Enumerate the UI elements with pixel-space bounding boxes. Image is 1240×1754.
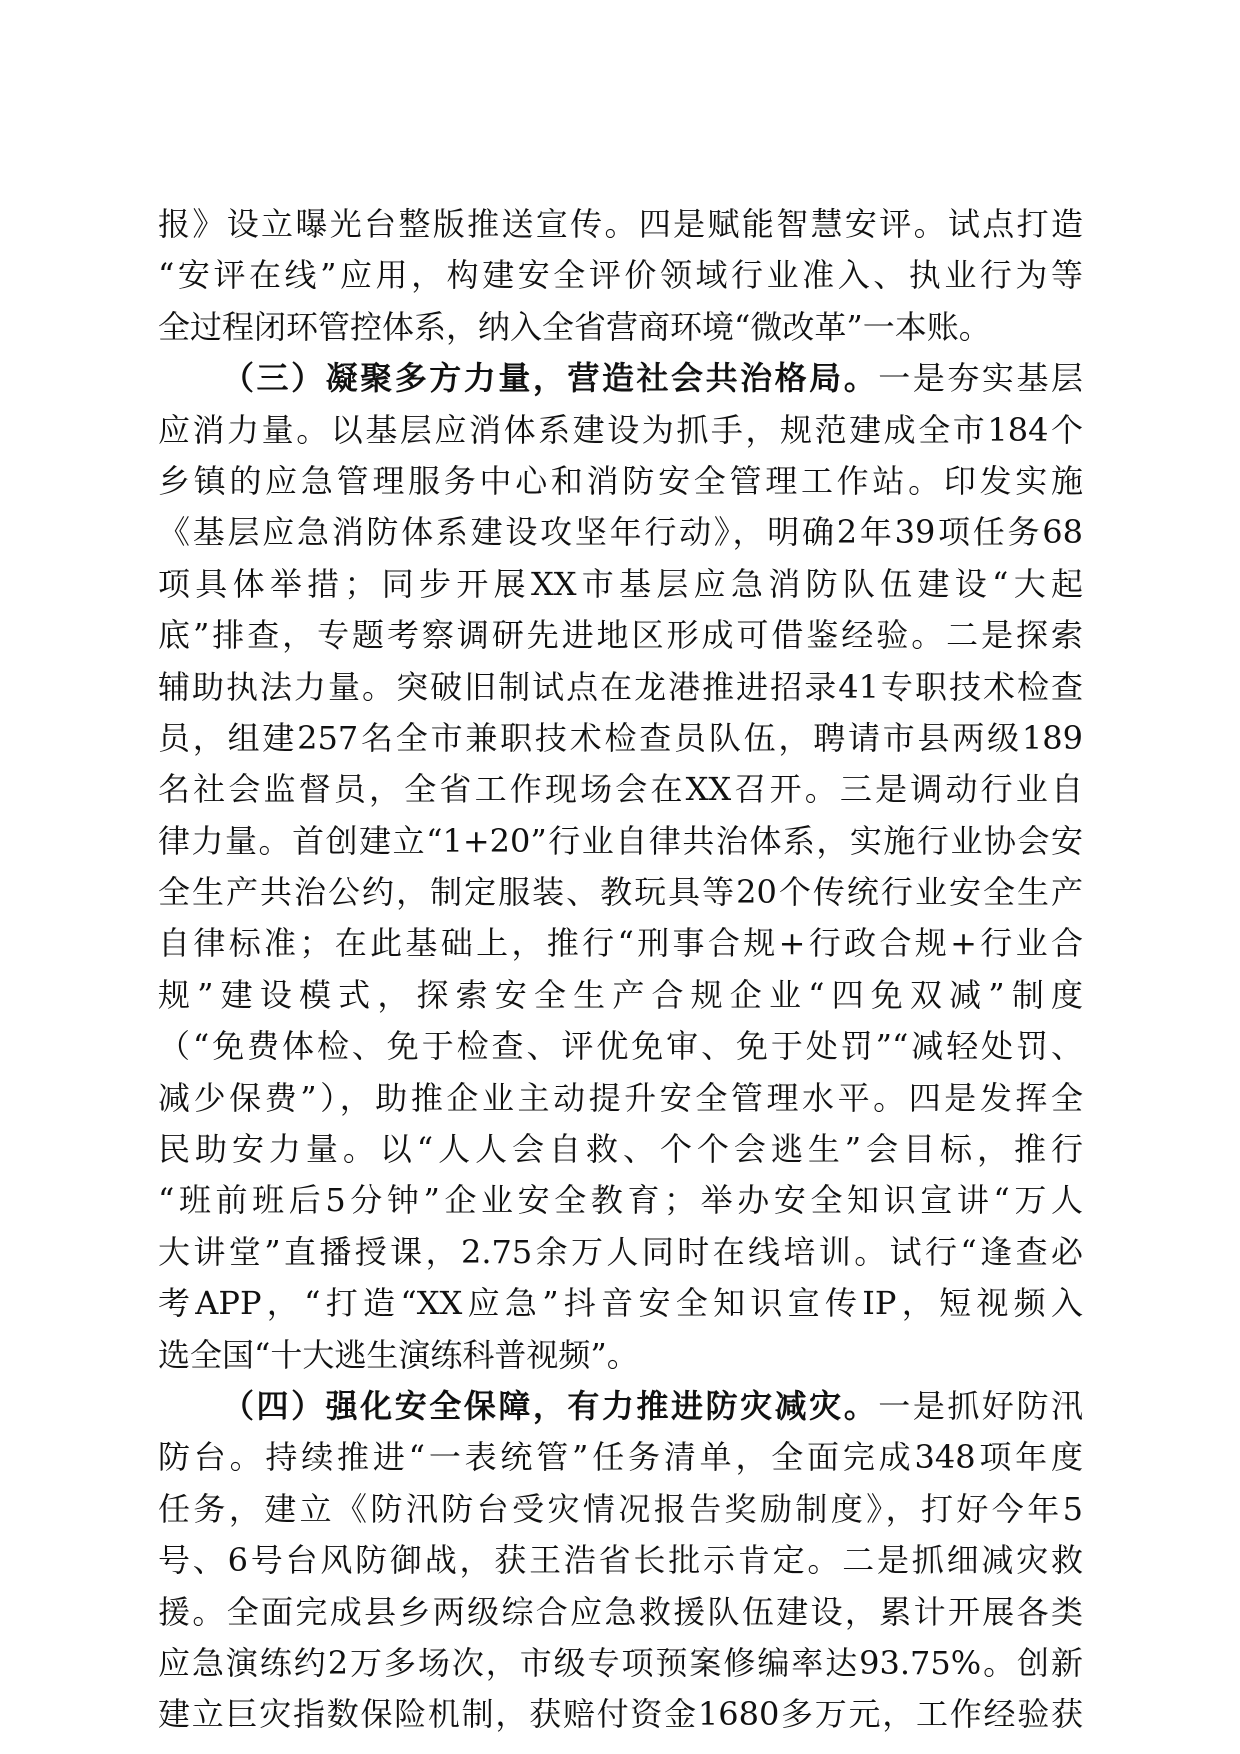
line-text: 全生产共治公约，制定服装、教玩具等20个传统行业安全生产: [158, 873, 1083, 912]
text-line: [158, 1432, 1083, 1483]
line-text: 项具体举措；同步开展XX市基层应急消防队伍建设“大起: [158, 564, 1083, 603]
line-text: 应消力量。以基层应消体系建设为抓手，规范建成全市184个: [158, 410, 1083, 449]
text-line: [158, 1278, 1083, 1329]
text-line: [158, 1484, 1083, 1535]
line-text: “安评在线”应用，构建安全评价领域行业准入、执业行为等: [158, 256, 1083, 295]
line-text: 防台。持续推进“一表统管”任务清单，全面完成348项年度: [158, 1438, 1083, 1477]
line-text: 大讲堂”直播授课，2.75余万人同时在线培训。试行“逢查必: [158, 1232, 1083, 1271]
line-text: 任务，建立《防汛防台受灾情况报告奖励制度》，打好今年5: [158, 1489, 1083, 1528]
text-line: [158, 1638, 1083, 1689]
line-text: 报》设立曝光台整版推送宣传。四是赋能智慧安评。试点打造: [158, 205, 1083, 243]
text-line: [158, 507, 1083, 558]
text-line: [158, 867, 1083, 918]
body-text: [158, 199, 1083, 1741]
text-line: [158, 559, 1083, 610]
text-line: [158, 1381, 1083, 1432]
line-text: 《基层应急消防体系建设攻坚年行动》，明确2年39项任务68: [158, 513, 1083, 552]
line-text: 一是夯实基层: [878, 359, 1083, 398]
line-text: 名社会监督员，全省工作现场会在XX召开。三是调动行业自: [158, 770, 1083, 809]
line-text: 选全国“十大逃生演练科普视频”。: [158, 1335, 639, 1374]
text-line: [158, 1227, 1083, 1278]
line-text: 底”排查，专题考察调研先进地区形成可借鉴经验。二是探索: [158, 616, 1083, 655]
line-text: 辅助执法力量。突破旧制试点在龙港推进招录41专职技术检查: [158, 667, 1083, 706]
text-line: [158, 1021, 1083, 1072]
line-text: 减少保费”），助推企业主动提升安全管理水平。四是发挥全: [158, 1078, 1083, 1117]
line-text: 规”建设模式，探索安全生产合规企业“四免双减”制度: [158, 975, 1083, 1014]
text-line: [158, 1535, 1083, 1586]
line-text: 民助安力量。以“人人会自救、个个会逃生”会目标，推行: [158, 1130, 1083, 1169]
text-line: [158, 1689, 1083, 1740]
line-text: 考APP，“打造“XX应急”抖音安全知识宣传IP，短视频入: [158, 1284, 1083, 1323]
line-text: 乡镇的应急管理服务中心和消防安全管理工作站。印发实施: [158, 461, 1083, 500]
text-line: [158, 713, 1083, 764]
line-text: 一是抓好防汛: [878, 1386, 1083, 1425]
text-line: [158, 970, 1083, 1021]
text-line: [158, 816, 1083, 867]
line-text: 自律标准；在此基础上，推行“刑事合规+行政合规+行业合: [158, 924, 1083, 963]
line-text: 律力量。首创建立“1+20”行业自律共治体系，实施行业协会安: [158, 821, 1083, 860]
text-line: [158, 1175, 1083, 1226]
line-text: 全过程闭环管控体系，纳入全省营商环境“微改革”一本账。: [158, 307, 991, 346]
text-line: [158, 1073, 1083, 1124]
text-line: [158, 1124, 1083, 1175]
line-text: （“免费体检、免于检查、评优免审、免于处罚”“减轻处罚、: [158, 1027, 1083, 1066]
line-text: “班前班后5分钟”企业安全教育；举办安全知识宣讲“万人: [158, 1181, 1083, 1220]
text-line: [158, 662, 1083, 713]
text-line: [158, 764, 1083, 815]
line-text: 援。全面完成县乡两级综合应急救援队伍建设，累计开展各类: [158, 1592, 1083, 1631]
line-text: 建立巨灾指数保险机制，获赔付资金1680多万元，工作经验获: [158, 1695, 1083, 1734]
text-line: [158, 405, 1083, 456]
text-line: [158, 1587, 1083, 1638]
text-line: [158, 610, 1083, 661]
text-line: [158, 199, 1083, 250]
text-line: [158, 456, 1083, 507]
line-text: 员，组建257名全市兼职技术检查员队伍，聘请市县两级189: [158, 718, 1083, 757]
text-line: [158, 1330, 1083, 1381]
text-line: [158, 353, 1083, 404]
text-line: [158, 250, 1083, 301]
line-text: 号、6号台风防御战，获王浩省长批示肯定。二是抓细减灾救: [158, 1541, 1083, 1580]
text-line: [158, 302, 1083, 353]
line-text: 应急演练约2万多场次，市级专项预案修编率达93.75%。创新: [158, 1643, 1083, 1682]
section-heading: （四）强化安全保障，有力推进防灾减灾。: [222, 1386, 879, 1425]
text-line: [158, 918, 1083, 969]
section-heading: （三）凝聚多方力量，营造社会共治格局。: [222, 359, 879, 398]
